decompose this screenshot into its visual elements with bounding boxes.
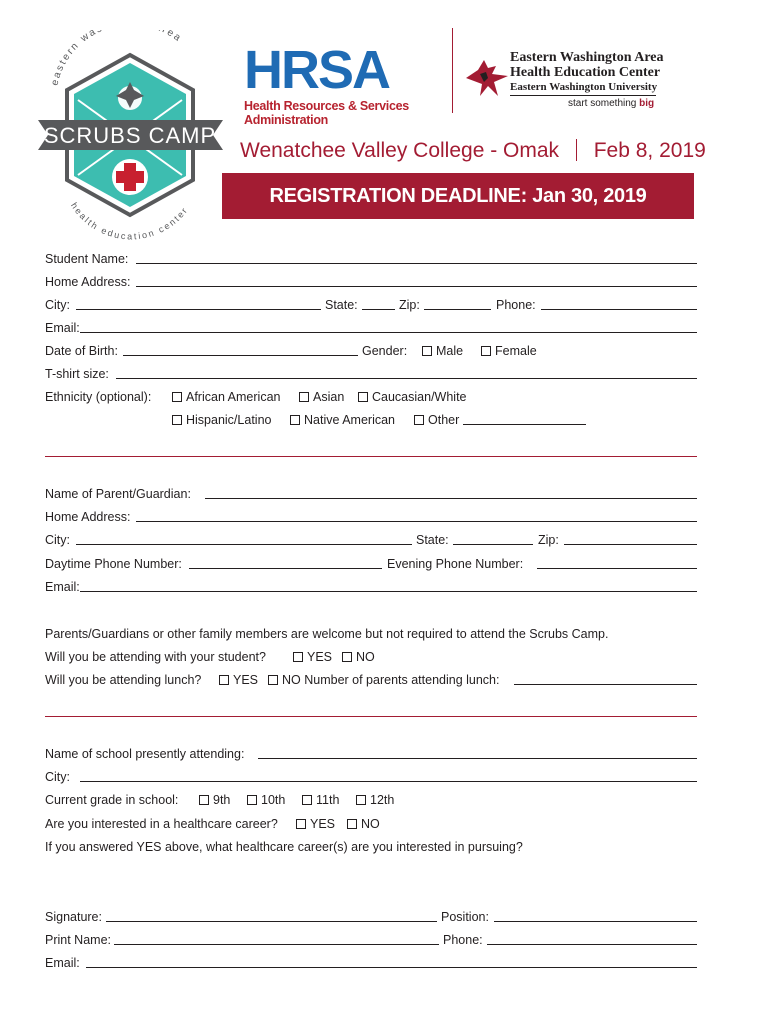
signer-email-label: Email: bbox=[45, 956, 80, 970]
checkbox[interactable] bbox=[268, 675, 278, 685]
checkbox[interactable] bbox=[290, 415, 300, 425]
option-label: African American bbox=[186, 390, 281, 404]
ethnicity-label: Ethnicity (optional): bbox=[45, 390, 152, 404]
logo-divider bbox=[452, 28, 453, 113]
parent-zip-field[interactable] bbox=[564, 544, 697, 545]
parent-city-label: City: bbox=[45, 533, 70, 547]
ewu-line-2: Health Education Center bbox=[510, 65, 661, 80]
option-label: NO bbox=[361, 817, 380, 831]
eagle-icon bbox=[464, 56, 510, 100]
option-label: Male bbox=[436, 344, 464, 358]
evening-phone-field[interactable] bbox=[537, 568, 697, 569]
position-field[interactable] bbox=[494, 921, 697, 922]
ethnicity-option-asian[interactable] bbox=[299, 389, 344, 405]
parent-email-label: Email: bbox=[45, 580, 80, 594]
grade-option-9th[interactable] bbox=[199, 792, 230, 808]
option-label: YES bbox=[307, 650, 333, 664]
evening-phone-label: Evening Phone Number: bbox=[387, 557, 524, 571]
parents-lunch-count-field[interactable] bbox=[514, 684, 697, 685]
ethnicity-option-other[interactable] bbox=[414, 412, 459, 428]
parent-zip-label: Zip: bbox=[538, 533, 559, 547]
student-zip-label: Zip: bbox=[399, 298, 420, 312]
parent-name-field[interactable] bbox=[205, 498, 697, 499]
hrsa-logo-text: HRSA bbox=[244, 40, 390, 100]
checkbox[interactable] bbox=[481, 346, 491, 356]
ethnicity-option-caucasian[interactable] bbox=[358, 389, 467, 405]
school-name-label: Name of school presently attending: bbox=[45, 747, 245, 761]
hrsa-subtitle: Health Resources & Services Administration bbox=[244, 99, 409, 127]
checkbox[interactable] bbox=[293, 652, 303, 662]
ewu-line-1: Eastern Washington Area bbox=[510, 50, 664, 65]
ewu-rule bbox=[510, 95, 656, 96]
gender-label: Gender: bbox=[362, 344, 408, 358]
checkbox[interactable] bbox=[358, 392, 368, 402]
option-label: Female bbox=[495, 344, 537, 358]
checkbox[interactable] bbox=[199, 795, 209, 805]
checkbox[interactable] bbox=[356, 795, 366, 805]
student-address-label: Home Address: bbox=[45, 275, 131, 289]
event-location: Wenatchee Valley College - Omak bbox=[240, 139, 560, 162]
parent-city-field[interactable] bbox=[76, 544, 412, 545]
ethnicity-other-field[interactable] bbox=[463, 424, 586, 425]
signature-label: Signature: bbox=[45, 910, 102, 924]
student-email-field[interactable] bbox=[80, 332, 697, 333]
checkbox[interactable] bbox=[172, 415, 182, 425]
student-city-label: City: bbox=[45, 298, 70, 312]
location-date-separator bbox=[576, 139, 577, 161]
student-city-field[interactable] bbox=[76, 309, 321, 310]
option-label: 10th bbox=[261, 793, 286, 807]
student-name-field[interactable] bbox=[136, 263, 697, 264]
event-date: Feb 8, 2019 bbox=[593, 139, 706, 162]
option-label: NO bbox=[356, 650, 375, 664]
print-name-field[interactable] bbox=[114, 944, 439, 945]
ewu-line-3: Eastern Washington University bbox=[510, 81, 658, 93]
gender-option-male[interactable] bbox=[422, 343, 463, 359]
ethnicity-option-hispanic[interactable] bbox=[172, 412, 271, 428]
checkbox[interactable] bbox=[302, 795, 312, 805]
career-followup-question: If you answered YES above, what healthcare career(s) are you interested in pursuing? bbox=[45, 840, 523, 854]
tshirt-label: T-shirt size: bbox=[45, 367, 109, 381]
student-email-label: Email: bbox=[45, 321, 80, 335]
school-city-label: City: bbox=[45, 770, 70, 784]
attend-lunch-no[interactable] bbox=[268, 672, 499, 688]
deadline-banner bbox=[222, 173, 694, 219]
student-state-field[interactable] bbox=[362, 309, 395, 310]
ethnicity-option-african-american[interactable] bbox=[172, 389, 280, 405]
grade-option-12th[interactable] bbox=[356, 792, 394, 808]
career-question: Are you interested in a healthcare career? bbox=[45, 817, 278, 831]
parent-address-label: Home Address: bbox=[45, 510, 131, 524]
event-location-line bbox=[240, 139, 706, 163]
checkbox[interactable] bbox=[296, 819, 306, 829]
badge-graphic bbox=[38, 30, 223, 245]
career-yes[interactable] bbox=[296, 816, 335, 832]
checkbox[interactable] bbox=[422, 346, 432, 356]
tshirt-field[interactable] bbox=[116, 378, 697, 379]
option-label: Caucasian/White bbox=[372, 390, 467, 404]
position-label: Position: bbox=[441, 910, 489, 924]
parent-name-label: Name of Parent/Guardian: bbox=[45, 487, 191, 501]
checkbox[interactable] bbox=[414, 415, 424, 425]
option-label: 11th bbox=[316, 793, 340, 807]
parent-state-field[interactable] bbox=[453, 544, 533, 545]
red-cross-icon bbox=[112, 159, 148, 195]
school-city-field[interactable] bbox=[80, 781, 697, 782]
checkbox[interactable] bbox=[299, 392, 309, 402]
parent-address-field[interactable] bbox=[136, 521, 697, 522]
parent-state-label: State: bbox=[416, 533, 449, 547]
signer-phone-label: Phone: bbox=[443, 933, 483, 947]
gender-option-female[interactable] bbox=[481, 343, 537, 359]
checkbox[interactable] bbox=[347, 819, 357, 829]
checkbox[interactable] bbox=[342, 652, 352, 662]
option-label: 12th bbox=[370, 793, 395, 807]
day-phone-field[interactable] bbox=[189, 568, 382, 569]
print-name-label: Print Name: bbox=[45, 933, 111, 947]
badge-top-arc-text: eastern wa rea bbox=[49, 30, 184, 87]
career-no[interactable] bbox=[347, 816, 380, 832]
option-label: Hispanic/Latino bbox=[186, 413, 272, 427]
hrsa-logo bbox=[244, 40, 454, 127]
grade-option-11th[interactable] bbox=[302, 792, 339, 808]
dob-label: Date of Birth: bbox=[45, 344, 118, 358]
attend-with-student-question: Will you be attending with your student? bbox=[45, 650, 266, 664]
grade-option-10th[interactable] bbox=[247, 792, 285, 808]
scrubs-camp-badge bbox=[38, 30, 223, 245]
badge-banner-text: SCRUBS CAMP bbox=[43, 123, 217, 148]
student-zip-field[interactable] bbox=[424, 309, 491, 310]
student-phone-label: Phone: bbox=[496, 298, 536, 312]
option-label: Asian bbox=[313, 390, 345, 404]
checkbox[interactable] bbox=[247, 795, 257, 805]
ewu-logo bbox=[464, 50, 674, 120]
student-name-label: Student Name: bbox=[45, 252, 129, 266]
option-label: Other bbox=[428, 413, 460, 427]
attend-with-student-no[interactable] bbox=[342, 649, 375, 665]
parent-email-field[interactable] bbox=[80, 591, 697, 592]
attendance-intro: Parents/Guardians or other family members are welcome but not required to attend the Scrubs Camp. bbox=[45, 627, 609, 641]
ewu-tagline bbox=[568, 98, 654, 110]
attend-with-student-yes[interactable] bbox=[293, 649, 332, 665]
option-label: 9th bbox=[213, 793, 231, 807]
checkbox[interactable] bbox=[172, 392, 182, 402]
day-phone-label: Daytime Phone Number: bbox=[45, 557, 182, 571]
signature-field[interactable] bbox=[106, 921, 437, 922]
ewu-tagline-text: start something bbox=[568, 98, 640, 109]
dob-field[interactable] bbox=[123, 355, 358, 356]
ewu-tagline-emphasis: big bbox=[639, 98, 655, 109]
student-address-field[interactable] bbox=[136, 286, 697, 287]
student-state-label: State: bbox=[325, 298, 358, 312]
option-label: YES bbox=[310, 817, 336, 831]
deadline-text: REGISTRATION DEADLINE: Jan 30, 2019 bbox=[269, 185, 647, 207]
option-label: NO Number of parents attending lunch: bbox=[282, 673, 500, 687]
section-divider bbox=[45, 716, 697, 717]
checkbox[interactable] bbox=[219, 675, 229, 685]
option-label: YES bbox=[233, 673, 259, 687]
attend-lunch-yes[interactable] bbox=[219, 672, 258, 688]
student-phone-field[interactable] bbox=[541, 309, 697, 310]
signer-phone-field[interactable] bbox=[487, 944, 697, 945]
option-label: Native American bbox=[304, 413, 396, 427]
attend-lunch-question: Will you be attending lunch? bbox=[45, 673, 202, 687]
signer-email-field[interactable] bbox=[86, 967, 697, 968]
badge-bottom-arc-text: health education center bbox=[68, 200, 191, 242]
ethnicity-option-native-american[interactable] bbox=[290, 412, 395, 428]
grade-label: Current grade in school: bbox=[45, 793, 179, 807]
school-name-field[interactable] bbox=[258, 758, 697, 759]
section-divider bbox=[45, 456, 697, 457]
